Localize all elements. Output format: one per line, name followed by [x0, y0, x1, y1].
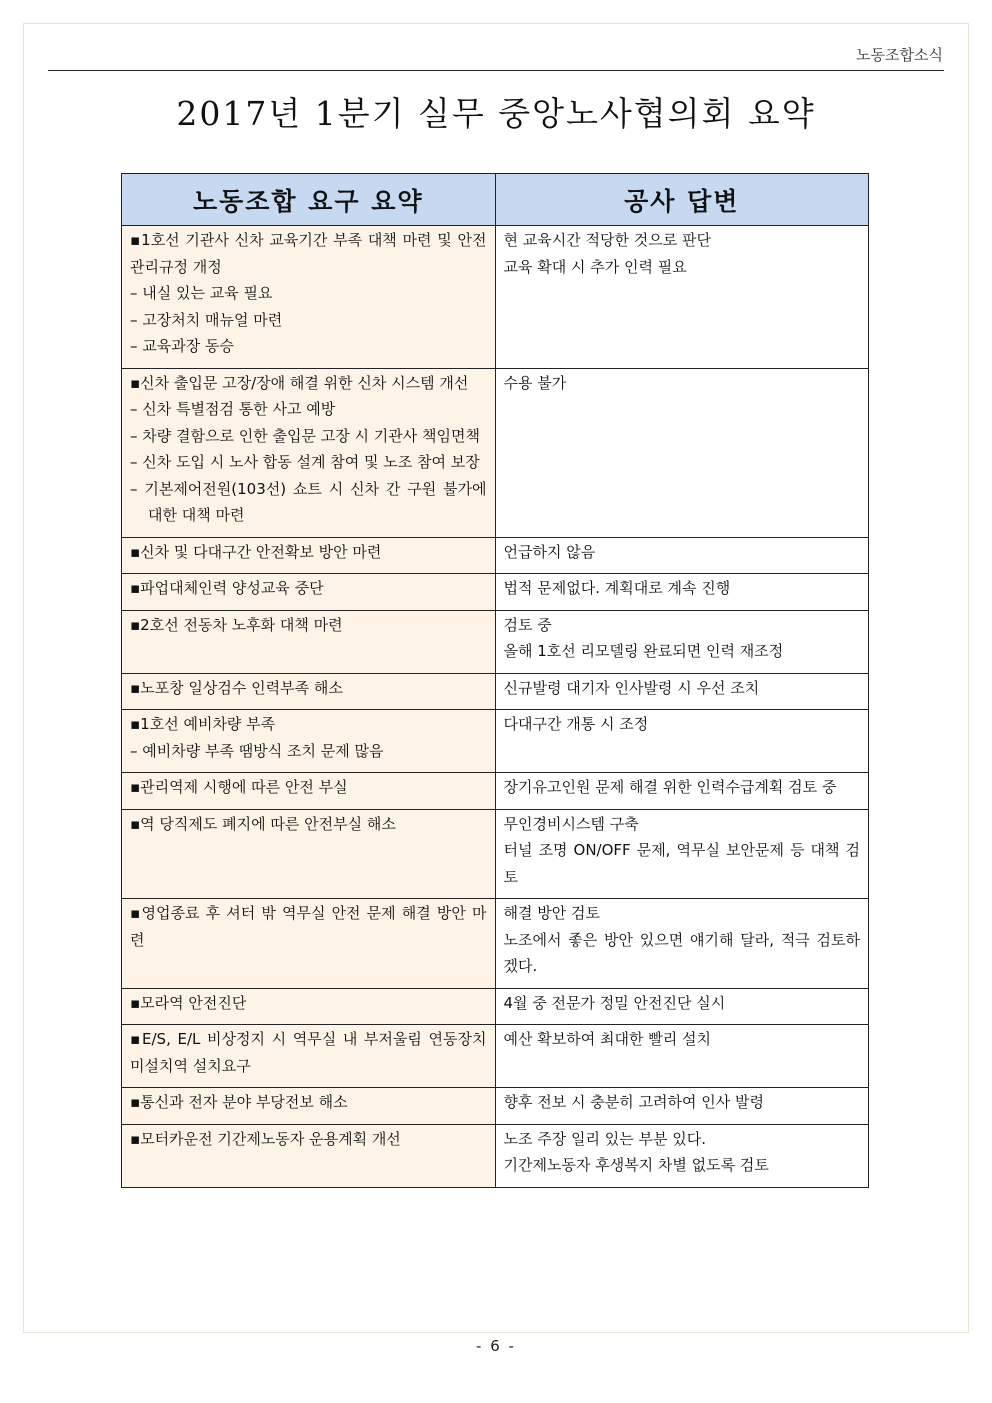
table-row [122, 1088, 869, 1125]
summary-table [121, 173, 869, 1188]
answer-line: 수용 불가 [503, 373, 567, 392]
answer-cell [495, 1088, 869, 1125]
answer-cell [495, 809, 869, 899]
demand-cell [122, 368, 496, 537]
demand-cell [122, 574, 496, 611]
answer-line: 향후 전보 시 충분히 고려하여 인사 발령 [503, 1093, 764, 1111]
demand-cell [122, 710, 496, 773]
demand-text: ▪역 당직제도 폐지에 따른 안전부실 해소 [130, 814, 396, 833]
demand-cell [122, 226, 496, 369]
demand-text: ▪신차 및 다대구간 안전확보 방안 마련 [130, 542, 382, 561]
answer-line: 노조 주장 일리 있는 부분 있다. [503, 1129, 706, 1148]
answer-line: 검토 중 [503, 615, 552, 634]
header-section-name: 노동조합소식 [856, 46, 943, 64]
page-number: - 6 - [476, 1337, 516, 1355]
header-divider [48, 70, 944, 71]
answer-line: 올해 1호선 리모델링 완료되면 인력 재조정 [503, 642, 784, 660]
table-row [122, 809, 869, 899]
demand-text: ▪통신과 전자 분야 부당전보 해소 [130, 1093, 348, 1111]
demand-cell [122, 809, 496, 899]
demand-subitem: – 신차 특별점검 통한 사고 예방 [130, 400, 336, 418]
demand-cell [122, 988, 496, 1025]
table-header-row [122, 174, 869, 226]
demand-subitem: – 기본제어전원(103선) 쇼트 시 신차 간 구원 불가에 대한 대책 마련 [130, 479, 487, 524]
answer-line: 다대구간 개통 시 조정 [503, 715, 649, 733]
table-body [122, 226, 869, 1188]
demand-subitem: – 교육과장 동승 [130, 337, 234, 355]
answer-cell [495, 537, 869, 574]
demand-text: ▪모라역 안전진단 [130, 993, 247, 1012]
demand-cell [122, 1088, 496, 1125]
answer-cell [495, 1025, 869, 1088]
demand-subitem: – 차량 결함으로 인한 출입문 고장 시 기관사 책임면책 [130, 426, 480, 445]
demand-subitem: – 신차 도입 시 노사 합동 설계 참여 및 노조 참여 보장 [130, 453, 480, 471]
demand-text: ▪2호선 전동차 노후화 대책 마련 [130, 615, 343, 634]
answer-line: 장기유고인원 문제 해결 위한 인력수급계획 검토 중 [503, 778, 837, 796]
answer-cell [495, 1124, 869, 1187]
demand-text: ▪1호선 예비차량 부족 [130, 715, 276, 733]
answer-line: 현 교육시간 적당한 것으로 판단 [503, 231, 711, 249]
table-row [122, 574, 869, 611]
answer-cell [495, 368, 869, 537]
answer-cell [495, 988, 869, 1025]
column-header-demand: 노동조합 요구 요약 [122, 174, 496, 226]
demand-subitem: – 고장처치 매뉴얼 마련 [130, 310, 283, 329]
demand-cell [122, 773, 496, 810]
demand-cell [122, 610, 496, 673]
page-title: 2017년 1분기 실무 중앙노사협의회 요약 [176, 94, 816, 133]
answer-line: 터널 조명 ON/OFF 문제, 역무실 보안문제 등 대책 검토 [503, 841, 860, 886]
table-row [122, 899, 869, 989]
demand-cell [122, 673, 496, 710]
answer-line: 해결 방안 검토 [503, 904, 600, 922]
column-header-answer: 공사 답변 [495, 174, 869, 226]
answer-line: 교육 확대 시 추가 인력 필요 [503, 257, 687, 276]
demand-text: ▪모터카운전 기간제노동자 운용계획 개선 [130, 1129, 401, 1148]
demand-text: ▪관리역제 시행에 따른 안전 부실 [130, 778, 348, 796]
demand-text: ▪E/S, E/L 비상정지 시 역무실 내 부저울림 연동장치 미설치역 설치요구 [130, 1030, 487, 1075]
table-row [122, 226, 869, 369]
demand-subitem: – 예비차량 부족 땜방식 조치 문제 많음 [130, 741, 384, 760]
demand-text: ▪노포창 일상검수 인력부족 해소 [130, 678, 343, 697]
demand-cell [122, 1124, 496, 1187]
answer-line: 예산 확보하여 최대한 빨리 설치 [503, 1030, 711, 1048]
answer-line: 언급하지 않음 [503, 542, 596, 561]
answer-line: 기간제노동자 후생복지 차별 없도록 검토 [503, 1156, 769, 1174]
answer-cell [495, 710, 869, 773]
table-row [122, 988, 869, 1025]
table-row [122, 537, 869, 574]
answer-cell [495, 610, 869, 673]
answer-line: 법적 문제없다. 계획대로 계속 진행 [503, 579, 731, 597]
table-row [122, 710, 869, 773]
table-row [122, 773, 869, 810]
answer-cell [495, 673, 869, 710]
demand-subitem: – 내실 있는 교육 필요 [130, 284, 273, 302]
table-row [122, 368, 869, 537]
demand-text: ▪1호선 기관사 신차 교육기간 부족 대책 마련 및 안전관리규정 개정 [130, 231, 487, 276]
answer-cell [495, 773, 869, 810]
demand-cell [122, 1025, 496, 1088]
table-row [122, 673, 869, 710]
answer-line: 4월 중 전문가 정밀 안전진단 실시 [503, 993, 726, 1012]
answer-line: 노조에서 좋은 방안 있으면 얘기해 달라, 적극 검토하겠다. [503, 930, 860, 975]
table-row [122, 1025, 869, 1088]
answer-line: 무인경비시스템 구축 [503, 814, 639, 833]
demand-cell [122, 899, 496, 989]
table-row [122, 610, 869, 673]
demand-text: ▪파업대체인력 양성교육 중단 [130, 579, 324, 597]
table-row [122, 1124, 869, 1187]
demand-text: ▪신차 출입문 고장/장애 해결 위한 신차 시스템 개선 [130, 373, 469, 392]
answer-line: 신규발령 대기자 인사발령 시 우선 조치 [503, 678, 760, 697]
demand-cell [122, 537, 496, 574]
answer-cell [495, 574, 869, 611]
answer-cell [495, 226, 869, 369]
demand-text: ▪영업종료 후 셔터 밖 역무실 안전 문제 해결 방안 마련 [130, 904, 487, 949]
answer-cell [495, 899, 869, 989]
